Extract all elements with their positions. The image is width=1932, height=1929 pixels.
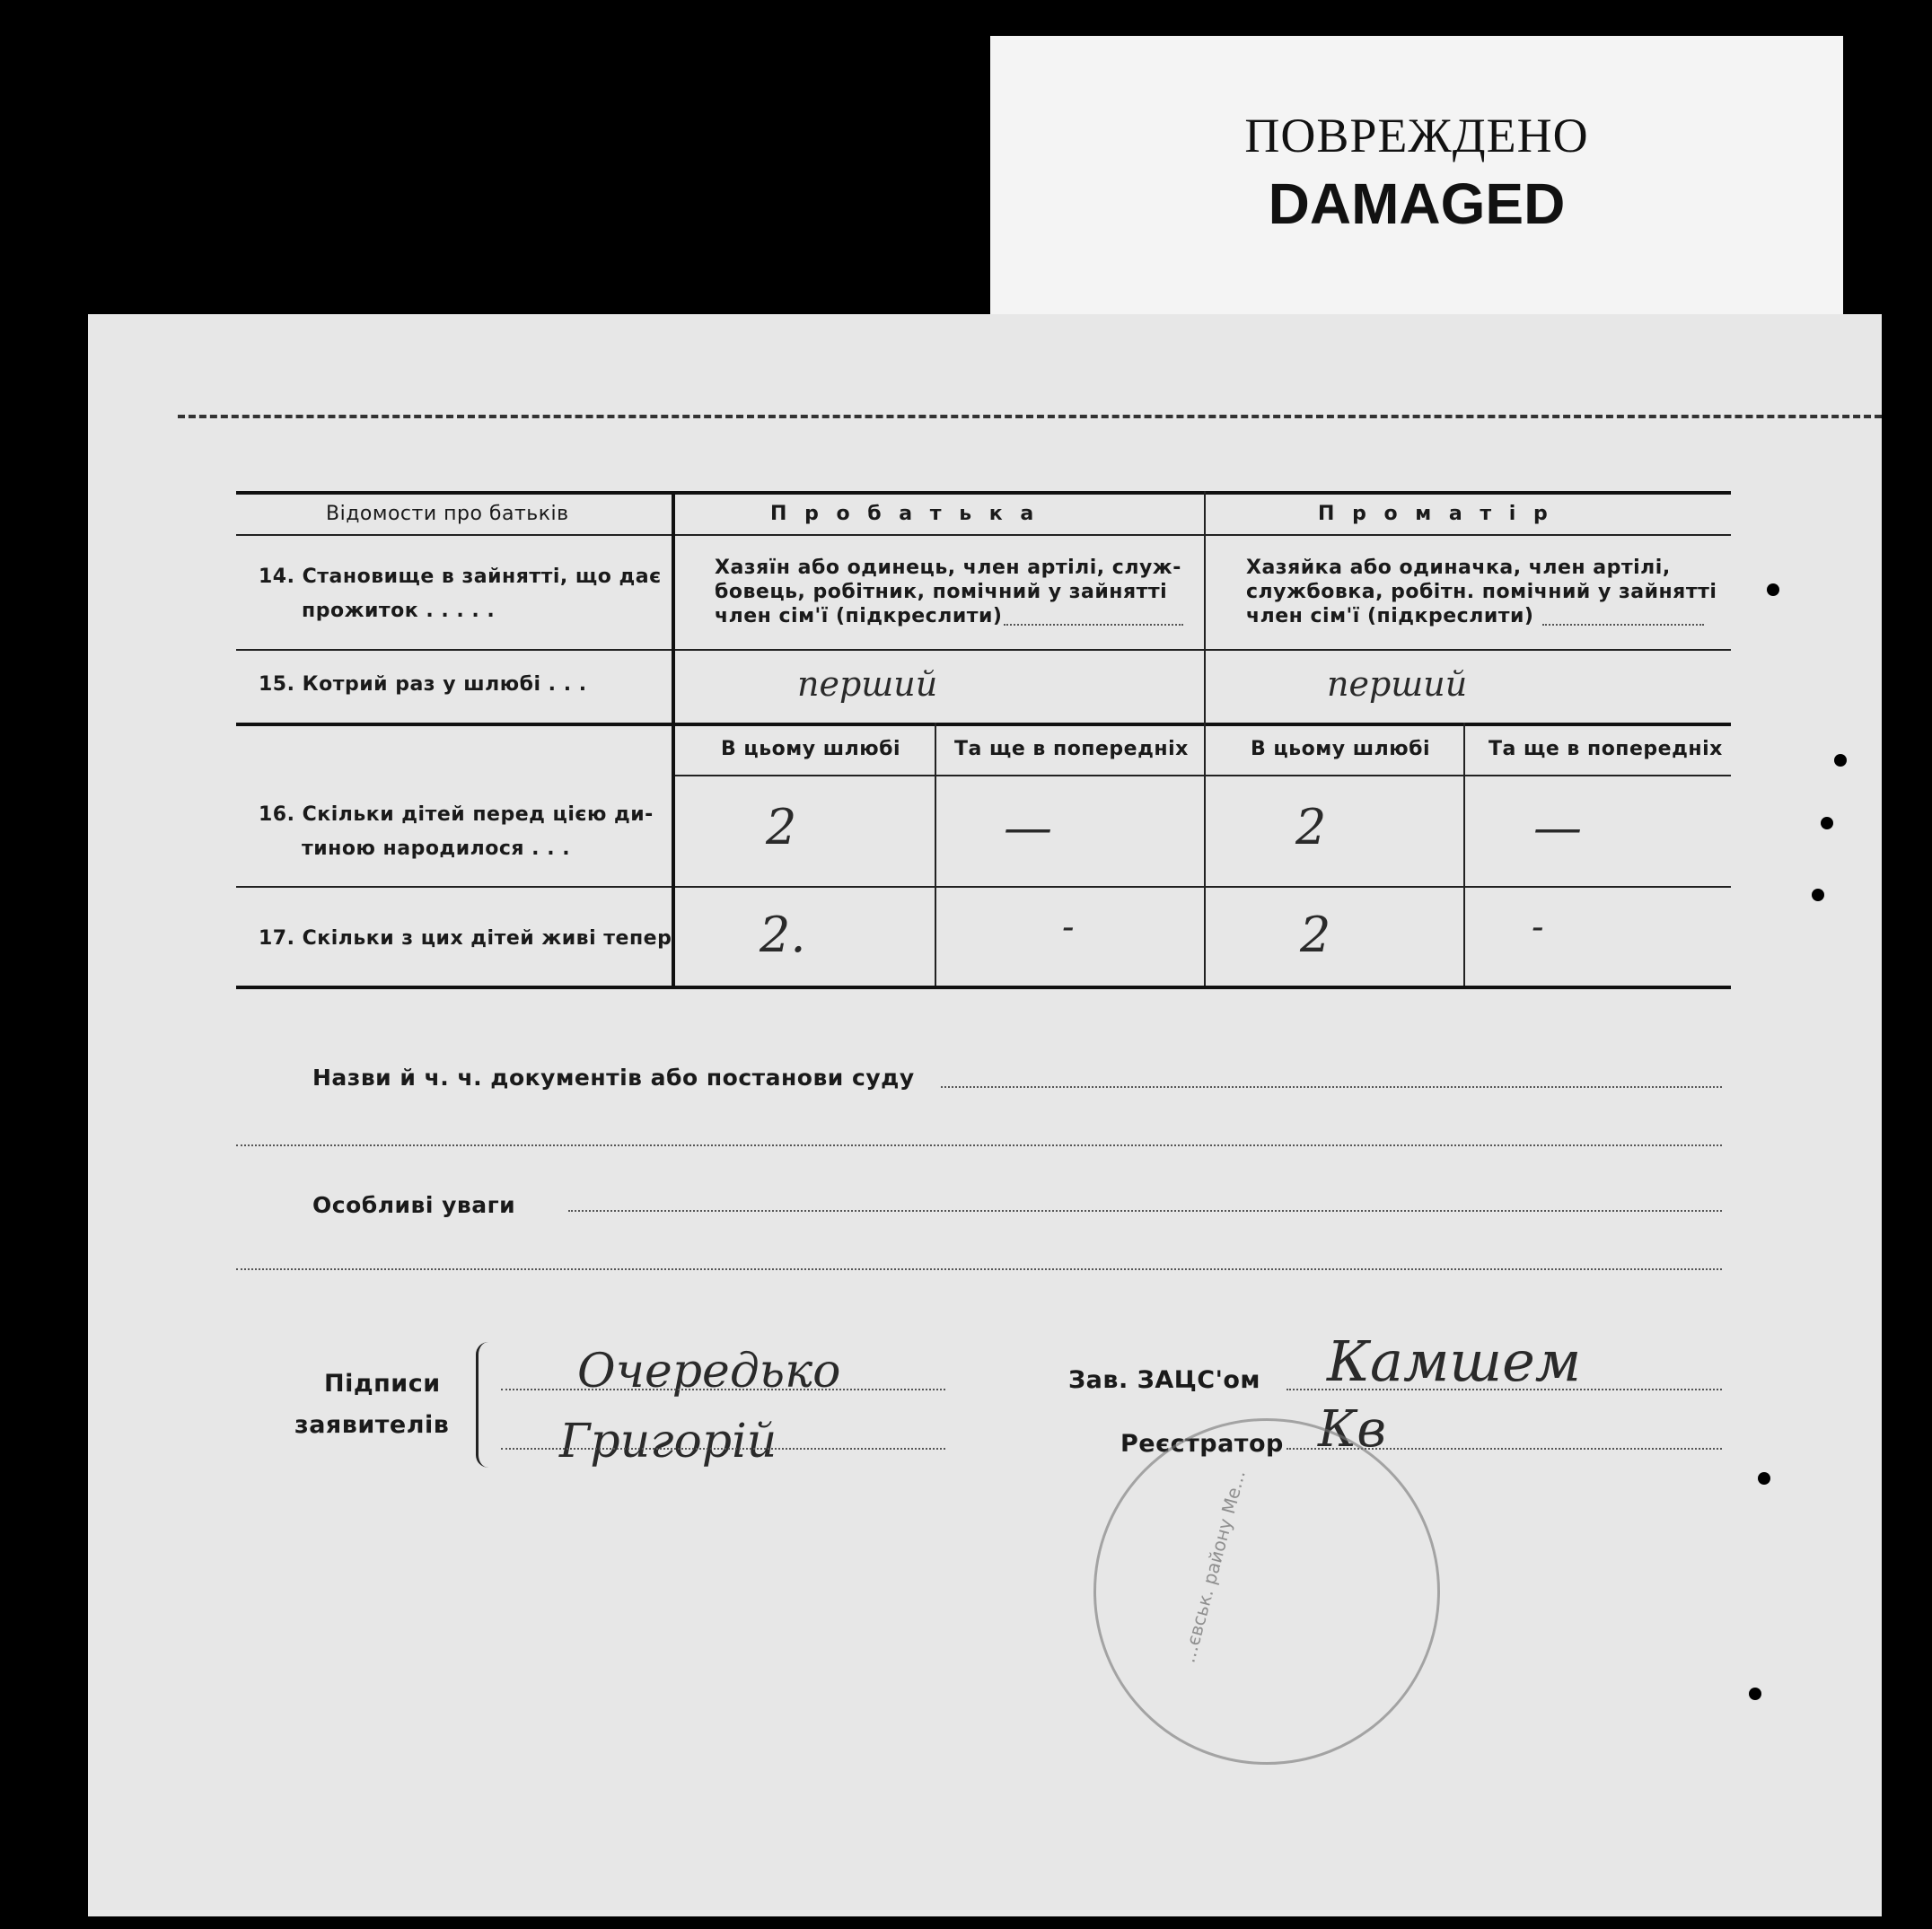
subheader-mother-this: В цьому шлюбі: [1251, 738, 1431, 760]
table-header-line: [236, 534, 1731, 536]
row17-mother-this: 2: [1300, 907, 1331, 963]
row14-label-line1: 14. Становище в зайнятті, що дає: [259, 566, 662, 588]
row16-mother-prev: —: [1533, 799, 1582, 855]
punch-hole: [1834, 754, 1847, 767]
table-subheader-line: [673, 775, 1731, 776]
signatures-label-line2: заявителів: [294, 1411, 450, 1439]
row16-father-this: 2: [766, 799, 797, 855]
row14-father-dots: [1004, 624, 1183, 626]
table-row-line: [236, 886, 1731, 888]
head-label: Зав. ЗАЦС'ом: [1068, 1366, 1260, 1394]
registrar-signature: Кв: [1318, 1400, 1386, 1459]
signature-1: Очередько: [577, 1345, 841, 1399]
head-signature: Камшем: [1327, 1328, 1582, 1394]
documents-dots-2: [236, 1144, 1722, 1146]
row15-mother-value: перший: [1327, 664, 1468, 704]
documents-label: Назви й ч. ч. документів або постанови суду: [312, 1065, 915, 1091]
damage-label-card: [990, 36, 1843, 332]
punch-hole: [1767, 583, 1779, 596]
table-bottom-border: [236, 986, 1731, 989]
signature-2: Григорій: [559, 1415, 777, 1469]
document-sheet: [88, 314, 1882, 1916]
row14-mother-line3: член сім'ї (підкреслити): [1246, 605, 1534, 627]
damage-label-english: DAMAGED: [1268, 171, 1566, 236]
head-dots: [1287, 1389, 1722, 1390]
remarks-dots: [568, 1210, 1722, 1212]
perforation-line: [178, 415, 1882, 418]
subheader-mother-prev: Та ще в попередніх: [1489, 738, 1723, 760]
signature-1-dots: [501, 1389, 945, 1390]
row16-mother-this: 2: [1295, 799, 1327, 855]
remarks-dots-2: [236, 1268, 1722, 1270]
official-stamp: [1093, 1418, 1440, 1765]
row14-father-line1: Хазяїн або одинець, член артілі, служ-: [715, 557, 1181, 579]
row17-father-this: 2.: [760, 907, 806, 963]
row14-mother-line2: службовка, робітн. помічний у зайнятті: [1246, 581, 1717, 603]
subheader-father-this: В цьому шлюбі: [721, 738, 901, 760]
table-divider: [672, 491, 675, 986]
signatures-bracket: [476, 1342, 491, 1468]
row17-father-prev: -: [1062, 907, 1075, 948]
table-row-line: [236, 649, 1731, 651]
row14-father-line3: член сім'ї (підкреслити): [715, 605, 1003, 627]
row16-label-line2: тиною народилося . . .: [302, 837, 571, 860]
row16-father-prev: —: [1004, 799, 1052, 855]
registrar-label: Реєстратор: [1120, 1430, 1284, 1458]
row17-mother-prev: -: [1532, 907, 1544, 948]
stamp-text: …євськ. району Ме…: [1177, 1467, 1250, 1666]
row17-label: 17. Скільки з цих дітей живі тепер: [259, 927, 672, 950]
header-father: П р о б а т ь к а: [770, 503, 1040, 525]
table-divider: [1463, 723, 1465, 986]
row14-father-line2: бовець, робітник, помічний у зайнятті: [715, 581, 1168, 603]
table-divider: [935, 723, 936, 986]
punch-hole: [1749, 1688, 1761, 1700]
table-divider: [1204, 491, 1206, 986]
punch-hole: [1758, 1472, 1770, 1485]
damage-label-russian: ПОВРЕЖДЕНО: [1244, 109, 1589, 162]
row14-mother-dots: [1542, 624, 1704, 626]
documents-dots: [941, 1086, 1722, 1088]
table-row-line: [236, 723, 1731, 726]
punch-hole: [1812, 889, 1824, 901]
header-info-label: Відомости про батьків: [326, 503, 569, 525]
signatures-label-line1: Підписи: [324, 1370, 441, 1398]
header-mother: П р о м а т і р: [1318, 503, 1553, 525]
row15-label: 15. Котрий раз у шлюбі . . .: [259, 673, 587, 696]
table-top-border: [236, 491, 1731, 495]
row15-father-value: перший: [797, 664, 938, 704]
row14-label-line2: прожиток . . . . .: [302, 600, 496, 622]
row16-label-line1: 16. Скільки дітей перед цією ди-: [259, 803, 654, 826]
subheader-father-prev: Та ще в попередніх: [954, 738, 1189, 760]
signature-2-dots: [501, 1448, 945, 1450]
punch-hole: [1821, 817, 1833, 829]
remarks-label: Особливі уваги: [312, 1192, 516, 1218]
row14-mother-line1: Хазяйка або одиначка, член артілі,: [1246, 557, 1671, 579]
